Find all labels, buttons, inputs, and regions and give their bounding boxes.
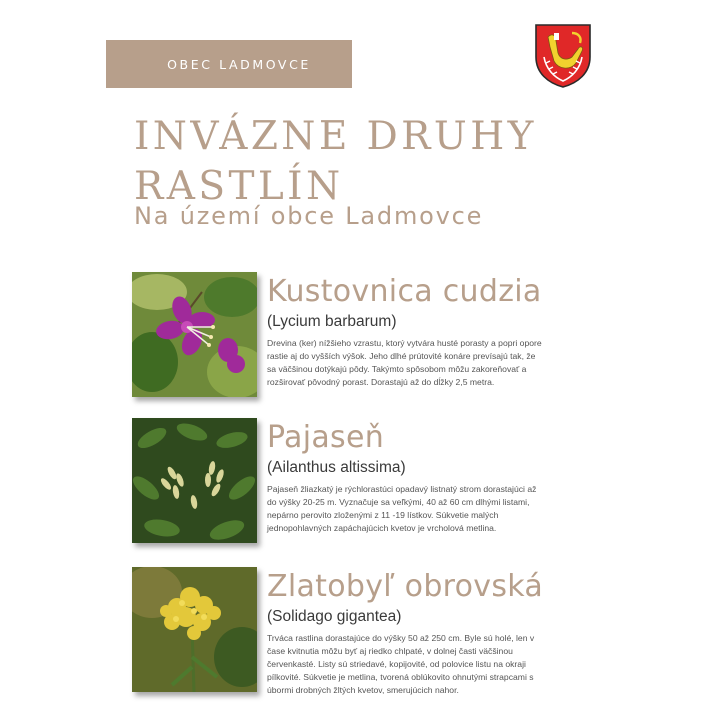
plant-name: Kustovnica cudzia (267, 274, 542, 309)
municipality-banner (106, 40, 352, 88)
plant-photo-lycium (132, 272, 257, 397)
poster-title: INVÁZNE DRUHY RASTLÍN (134, 114, 537, 209)
poster-subtitle: Na území obce Ladmovce (134, 202, 484, 230)
plant-photo-ailanthus (132, 418, 257, 543)
plant-latin-name: (Solidago gigantea) (267, 608, 402, 625)
plant-photo-solidago (132, 567, 257, 692)
plant-latin-name: (Lycium barbarum) (267, 313, 397, 330)
plant-name: Zlatobyľ obrovská (267, 569, 544, 604)
plant-description: Drevina (ker) nížšieho vzrastu, ktorý vytvára husté porasty a popri opore rastie aj do vyšších výšok. Jeho dlhé prútovité konáre prevísajú tak, že sa väčšinou dotýkajú pôdy. Takýmto spôsobom môžu zakoreňovať a rozširovať pôvodný porast. Dorastajú až do dĺžky 2,5 metra. (267, 338, 542, 387)
plant-description: Pajaseň žliazkatý je rýchlorastúci opadavý listnatý strom dorastajúci až do výšky 20-25 m. Vyznačuje sa veľkými, 40 až 60 cm dlhými listami, nepárno perovito zloženými z 11 -19 lístkov. Súkvetie malých jednopohlavných zapáchajúcich kvetov je vrcholová metlina. (267, 484, 537, 533)
coat-of-arms-icon (534, 23, 592, 89)
plant-latin-name: (Ailanthus altissima) (267, 459, 406, 476)
plant-name: Pajaseň (267, 420, 385, 455)
banner-text: OBEC LADMOVCE (167, 56, 311, 72)
plant-description: Trváca rastlina dorastajúce do výšky 50 až 250 cm. Byle sú holé, len v čase kvitnutia môžu byť aj riedko chlpaté, v dolnej časti väčšinou červenkasté. Listy sú striedavé, kopijovité, od polovice listu na okraji pílkovité. Súkvetie je metlina, tvorená oblúkovito ohnutými strapcami s úbormi drobných žltých kvetov, smerujúcich nahor. (267, 633, 535, 695)
